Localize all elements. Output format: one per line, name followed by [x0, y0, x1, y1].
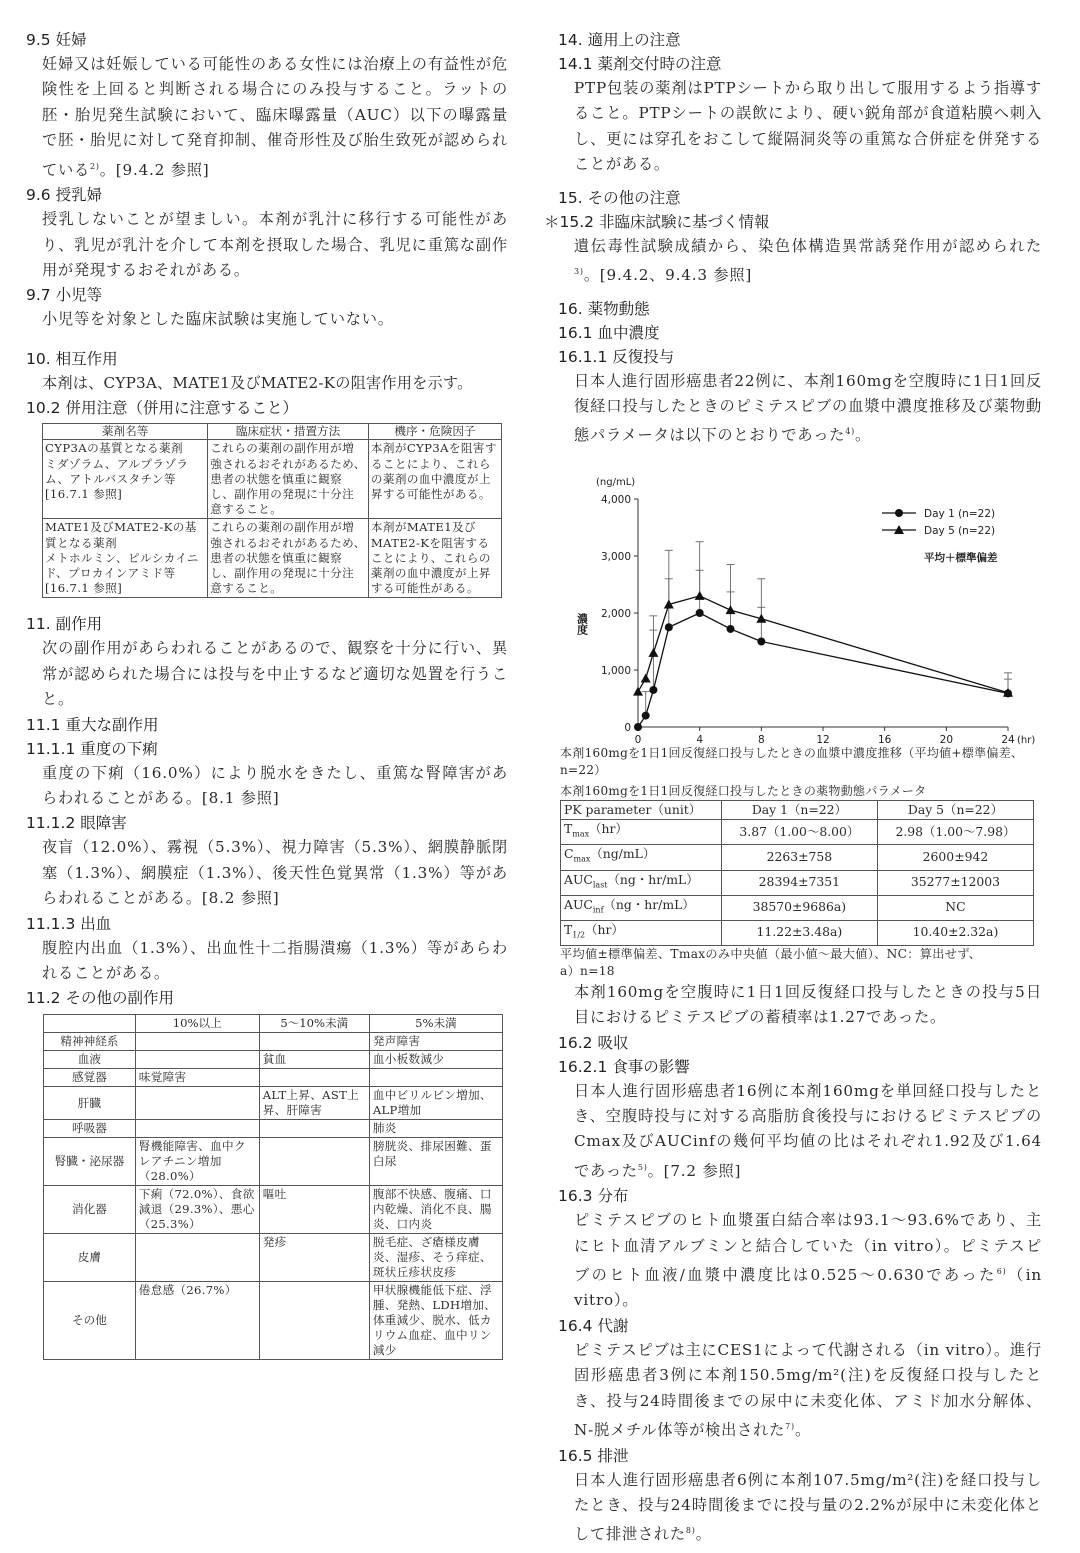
section-11-1-2-body: 夜盲（12.0%）、霧視（5.3%）、視力障害（5.3%）、網膜静脈閉塞（1.3%）、網膜症（1.3%）、後天性色覚異常（1.3%）等があらわれることがある。[8.2 参照]: [42, 838, 508, 908]
data-point-triangle: [648, 648, 658, 657]
pk-note-1: 平均値±標準偏差、Tmaxのみ中央値（最小値～最大値）、NC：算出せず、: [560, 946, 982, 961]
section-16-2-1-heading: 16.2.1 食事の影響: [558, 1057, 690, 1076]
data-point-circle: [696, 609, 704, 617]
data-point-circle: [727, 625, 735, 633]
accumulation-text: 本剤160mgを空腹時に1日1回反復経口投与したときの投与5日目におけるピミテスピブの蓄積率は1.27であった。: [574, 982, 1042, 1027]
x-tick-label: 8: [757, 733, 765, 745]
table-row: 消化器 下痢（72.0%）、食欲減退（29.3%）、悪心（25.3%） 嘔吐 腹部不快感、腹痛、口内乾燥、消化不良、腸炎、口内炎: [44, 1186, 503, 1234]
y-tick-label: 4,000: [600, 493, 631, 506]
table-row: $T_{max}(hr)$ 3.87（1.00～8.00） 2.98（1.00～7.98）: [561, 820, 1034, 845]
y-unit-label: (ng/mL): [596, 476, 636, 488]
x-tick-label: 12: [816, 733, 830, 745]
section-16-4-heading: 16.4 代謝: [558, 1316, 629, 1335]
data-point-circle: [642, 711, 650, 719]
section-11-1-heading: 11.1 重大な副作用: [26, 715, 159, 734]
section-16-3-body: ピミテスピブのヒト血漿蛋白結合率は93.1～93.6%であり、主にヒト血清アルブミンと結合していた（in vitro）。ピミテスピブのヒト血液/血漿中濃度比は0.525～0.630であった$^{6)}$（in vitro）。: [574, 1211, 1042, 1310]
table-row: 腎臓・泌尿器 腎機能障害、血中クレアチニン増加（28.0%） 膀胱炎、排尿困難、蛋白尿: [44, 1138, 503, 1186]
section-9-7-heading: 9.7 小児等: [26, 286, 103, 305]
table-row: 血液 貧血 血小板数減少: [44, 1051, 503, 1069]
table-row: $AUC_{last}(ng$・hr/mL） 28394±7351 35277±12003: [561, 870, 1034, 895]
header-10pct: 10%以上: [135, 1015, 259, 1033]
section-11-1-1-body: 重度の下痢（16.0%）により脱水をきたし、重篤な腎障害があらわれることがある。[8.1 参照]: [42, 763, 508, 807]
data-point-circle: [665, 623, 673, 631]
interaction-table: [42, 423, 502, 598]
section-16-2-heading: 16.2 吸収: [558, 1033, 629, 1052]
y-axis-title: 濃度: [575, 612, 589, 635]
section-15-2-heading: ＊15.2 非臨床試験に基づく情報: [544, 212, 770, 231]
data-point-circle: [895, 509, 903, 517]
table-row: [43, 519, 502, 598]
data-point-triangle: [641, 673, 651, 682]
pk-parameter-table: [560, 800, 1034, 946]
pk-header-param: PK parameter（unit）: [561, 800, 722, 820]
section-16-1-heading: 16.1 血中濃度: [558, 323, 660, 342]
section-16-4-body: ピミテスピブは主にCES1によって代謝される（in vitro）。進行固形癌患者3例に本剤150.5mg/m²(注)を反復経口投与したとき、投与24時間後までの尿中に未変化体、アミド加水分解体、N-脱メチル体等が検出された$^{7)}$。: [574, 1340, 1042, 1440]
section-16-heading: 16. 薬物動態: [558, 299, 650, 318]
table-row: 呼吸器 肺炎: [44, 1120, 503, 1138]
interaction-header-mechanism: 機序・危険因子: [368, 424, 501, 440]
table-row: その他 倦怠感（26.7%） 甲状腺機能低下症、浮腫、発熱、LDH増加、体重減少、脱水、低カリウム血症、血中リン減少: [44, 1282, 503, 1360]
section-16-5-heading: 16.5 排泄: [558, 1446, 629, 1465]
y-tick-label: 2,000: [600, 607, 631, 620]
section-16-1-1-body: 日本人進行固形癌患者22例に、本剤160mgを空腹時に1日1回反復経口投与したときのピミテスピブの血漿中濃度推移及び薬物動態パラメータは以下のとおりであった$^{4)}$。: [574, 371, 1042, 445]
section-14-1-heading: 14.1 薬剤交付時の注意: [558, 55, 722, 73]
chart-caption: 本剤160mgを1日1回反復経口投与したときの血漿中濃度推移（平均値+標準偏差、n=22）: [560, 745, 1024, 777]
interaction-header-symptom: 臨床症状・措置方法: [208, 424, 369, 440]
legend-label: Day 5 (n=22): [924, 524, 996, 537]
section-10-heading: 10. 相互作用: [26, 349, 118, 368]
symptom-cell: これらの薬剤の副作用が増強されるおそれがあるため、患者の状態を慎重に観察し、副作用の発現に十分注意すること。: [208, 519, 369, 598]
section-16-2-1-body: 日本人進行固形癌患者16例に本剤160mgを単回経口投与したとき、空腹時投与に対する高脂肪食後投与におけるピミテスピブのCmax及びAUCinfの幾何平均値の比はそれぞれ1.92及び1.64であった$^{5)}$。[7.2 参照]: [574, 1081, 1042, 1180]
data-point-triangle: [633, 686, 643, 695]
data-point-circle: [634, 723, 642, 731]
header-5-10pct: 5～10%未満: [259, 1015, 369, 1033]
mechanism-cell: 本剤がMATE1及びMATE2-Kを阻害することにより、これらの薬剤の血中濃度が上昇する可能性がある。: [368, 519, 501, 598]
header-under5pct: 5%未満: [369, 1015, 502, 1033]
left-column: [26, 28, 508, 1360]
x-tick-label: 20: [939, 733, 954, 745]
y-tick-label: 3,000: [600, 550, 631, 563]
side-effect-table: [43, 1014, 503, 1360]
section-9-5-body: 妊婦又は妊娠している可能性のある女性には治療上の有益性が危険性を上回ると判断される場合にのみ投与すること。ラットの胚・胎児発生試験において、臨床曝露量（AUC）以下の曝露量で胚・胎児に対して発育抑制、催奇形性及び胎生致死が認められている$^{2)}$。[9.4.2 参照]: [42, 55, 508, 179]
legend-note: 平均＋標準偏差: [924, 551, 998, 564]
table-row: 精神神経系 発声障害: [44, 1033, 503, 1051]
table-row: $T_{1/2}(hr)$ 11.22±3.48a) 10.40±2.32a): [561, 920, 1034, 945]
section-15-2-body: 遺伝毒性試験成績から、染色体構造異常誘発作用が認められた$^{3)}$。[9.4.2、9.4.3 参照]: [574, 236, 1042, 285]
section-11-body: 次の副作用があらわれることがあるので、観察を十分に行い、異常が認められた場合には投与を中止するなど適切な処置を行うこと。: [42, 639, 508, 709]
section-11-1-3-body: 腹腔内出血（1.3%）、出血性十二指腸潰瘍（1.3%）等があらわれることがある。: [42, 938, 508, 983]
data-point-triangle: [726, 605, 736, 614]
drug-cell: MATE1及びMATE2-Kの基質となる薬剤 メトホルミン、ピルシカイニド、プロカインアミド等 [16.7.1 参照]: [43, 519, 208, 598]
section-11-1-2-heading: 11.1.2 眼障害: [26, 814, 127, 833]
table-row: $AUC_{inf}(ng$・hr/mL） 38570±9686a) NC: [561, 895, 1034, 920]
table-row: [43, 440, 502, 519]
x-unit-label: (hr): [1017, 734, 1036, 745]
section-16-5-body: 日本人進行固形癌患者6例に本剤107.5mg/m²(注)を経口投与したとき、投与24時間後までに投与量の2.2%が尿中に未変化体として排泄された$^{8)}$。: [574, 1470, 1042, 1544]
section-9-5-heading: 9.5 妊婦: [26, 31, 87, 49]
table-row: 皮膚 発疹 脱毛症、ざ瘡様皮膚炎、湿疹、そう痒症、斑状丘疹状皮疹: [44, 1234, 503, 1282]
y-tick-label: 0: [624, 721, 631, 734]
plasma-concentration-chart: [560, 449, 1044, 745]
x-tick-label: 0: [634, 733, 642, 745]
series-line-2: [638, 596, 1008, 693]
y-tick-label: 1,000: [600, 664, 631, 677]
data-point-circle: [757, 637, 765, 645]
section-9-7-body: 小児等を対象とした臨床試験は実施していない。: [42, 310, 394, 329]
section-11-1-3-heading: 11.1.3 出血: [26, 914, 112, 933]
section-9-6-heading: 9.6 授乳婦: [26, 186, 103, 205]
table-row: $C_{max}(ng/mL)$ 2263±758 2600±942: [561, 845, 1034, 870]
section-16-1-1-heading: 16.1.1 反復投与: [558, 347, 675, 366]
section-14-heading: 14. 適用上の注意: [558, 31, 681, 49]
section-10-body: 本剤は、CYP3A、MATE1及びMATE2-Kの阻害作用を示す。: [42, 373, 473, 392]
pk-table-caption: 本剤160mgを1日1回反復経口投与したときの薬物動態パラメータ: [560, 783, 927, 798]
table-row: 肝臓 ALT上昇、AST上昇、肝障害 血中ビリルビン増加、ALP増加: [44, 1087, 503, 1120]
section-16-3-heading: 16.3 分布: [558, 1187, 629, 1206]
section-9-6-body: 授乳しないことが望ましい。本剤が乳汁に移行する可能性があり、乳児が乳汁を介して本剤を摂取した場合、乳児に重篤な副作用が発現するおそれがある。: [42, 210, 508, 279]
x-tick-label: 4: [696, 733, 704, 745]
section-11-heading: 11. 副作用: [26, 615, 103, 634]
data-point-triangle: [695, 591, 705, 600]
x-tick-label: 24: [1001, 733, 1015, 745]
pk-header-day1: Day 1（n=22）: [721, 800, 877, 820]
section-14-1-body: PTP包装の薬剤はPTPシートから取り出して服用するよう指導すること。PTPシートの誤飲により、硬い鋭角部が食道粘膜へ刺入し、更には穿孔をおこして縦隔洞炎等の重篤な合併症を併発することがある。: [574, 79, 1042, 174]
table-row: 感覚器 味覚障害: [44, 1069, 503, 1087]
section-15-heading: 15. その他の注意: [558, 188, 681, 207]
data-point-circle: [649, 686, 657, 694]
x-tick-label: 16: [877, 733, 892, 745]
symptom-cell: これらの薬剤の副作用が増強されるおそれがあるため、患者の状態を慎重に観察し、副作用の発現に十分注意すること。: [208, 440, 369, 519]
section-11-1-1-heading: 11.1.1 重度の下痢: [26, 739, 158, 758]
interaction-header-drug: 薬剤名等: [43, 424, 208, 440]
pk-header-day5: Day 5（n=22）: [877, 800, 1033, 820]
legend-label: Day 1 (n=22): [924, 507, 996, 520]
pk-note-2: a）n=18: [560, 963, 615, 978]
section-10-2-heading: 10.2 併用注意（併用に注意すること）: [26, 399, 298, 418]
drug-cell: CYP3Aの基質となる薬剤 ミダゾラム、アルプラゾラム、アトルバスタチン等 [16.7.1 参照]: [43, 440, 208, 519]
section-11-2-heading: 11.2 その他の副作用: [26, 989, 174, 1008]
mechanism-cell: 本剤がCYP3Aを阻害することにより、これらの薬剤の血中濃度が上昇する可能性がある。: [368, 440, 501, 519]
series-line-1: [638, 613, 1008, 727]
right-column: [544, 28, 1042, 1548]
